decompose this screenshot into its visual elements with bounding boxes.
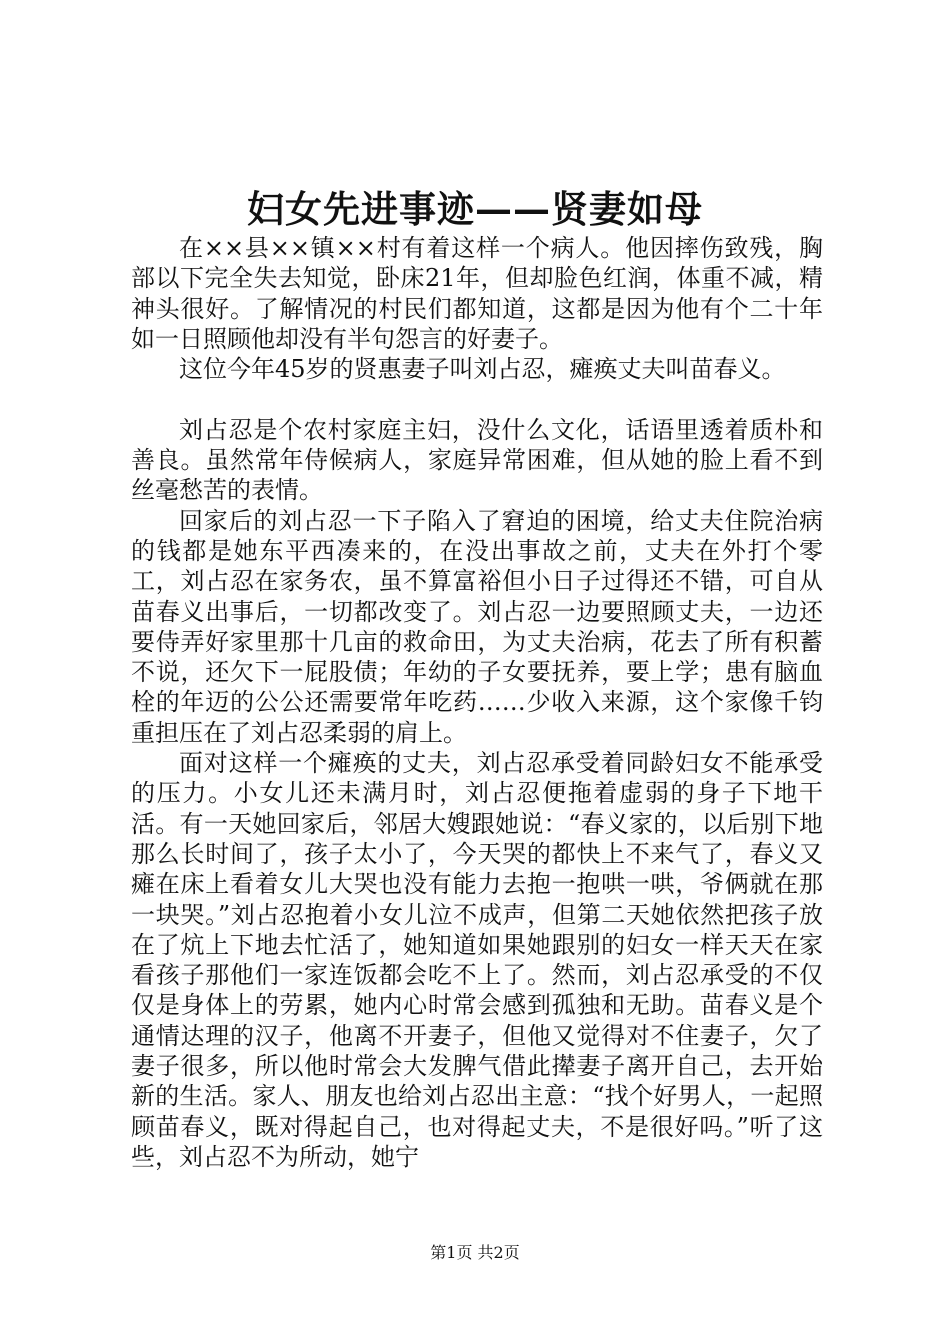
paragraph-2: 这位今年45岁的贤惠妻子叫刘占忍，瘫痪丈夫叫苗春义。 (179, 355, 786, 384)
paragraph-4: 回家后的刘占忍一下子陷入了窘迫的困境，给丈夫住院治病的钱都是她东平西凑来的，在没出事故之前，丈夫在外打个零工，刘占忍在家务农，虽不算富裕但小日子过得还不错，可自从苗春义出事后，一切都改变了。刘占忍一边要照顾丈夫，一边还要侍弄好家里那十几亩的救命田，为丈夫治病，花去了所有积蓄不说，还欠下一屁股债；年幼的子女要抚养，要上学；患有脑血栓的年迈的公公还需要常年吃药……少收入来源，这个家像千钧重担压在了刘占忍柔弱的肩上。 (131, 506, 823, 747)
paragraph-5: 面对这样一个瘫痪的丈夫，刘占忍承受着同龄妇女不能承受的压力。小女儿还未满月时，刘占忍便拖着虚弱的身子下地干活。有一天她回家后，邻居大嫂跟她说：“春义家的，以后别下地那么长时间了，孩子太小了，今天哭的都快上不来气了，春义又瘫在床上看着女儿大哭也没有能力去抱一抱哄一哄，爷俩就在那一块哭。”刘占忍抱着小女儿泣不成声，但第二天她依然把孩子放在了炕上下地去忙活了，她知道如果她跟别的妇女一样天天在家看孩子那他们一家连饭都会吃不上了。然而，刘占忍承受的不仅仅是身体上的劳累，她内心时常会感到孤独和无助。苗春义是个通情达理的汉子，他离不开妻子，但他又觉得对不住妻子，欠了妻子很多，所以他时常会大发脾气借此撵妻子离开自己，去开始新的生活。家人、朋友也给刘占忍出主意：“找个好男人，一起照顾苗春义，既对得起自己，也对得起丈夫，不是很好吗。”听了这些，刘占忍不为所动，她宁 (131, 749, 823, 1171)
paragraph-3: 刘占忍是个农村家庭主妇，没什么文化，话语里透着质朴和善良。虽然常年侍候病人，家庭异常困难，但从她的脸上看不到丝毫愁苦的表情。 (131, 415, 823, 505)
document-body (131, 233, 823, 1172)
paragraph-spacer (131, 384, 823, 414)
page-number-footer: 第1页 共2页 (430, 1243, 520, 1262)
paragraph-1: 在××县××镇××村有着这样一个病人。他因摔伤致残，胸部以下完全失去知觉，卧床21年，但却脸色红润，体重不减，精神头很好。了解情况的村民们都知道，这都是因为他有个二十年如一日照顾他却没有半句怨言的好妻子。 (131, 234, 823, 353)
page-title: 妇女先进事迹——贤妻如母 (247, 187, 703, 231)
